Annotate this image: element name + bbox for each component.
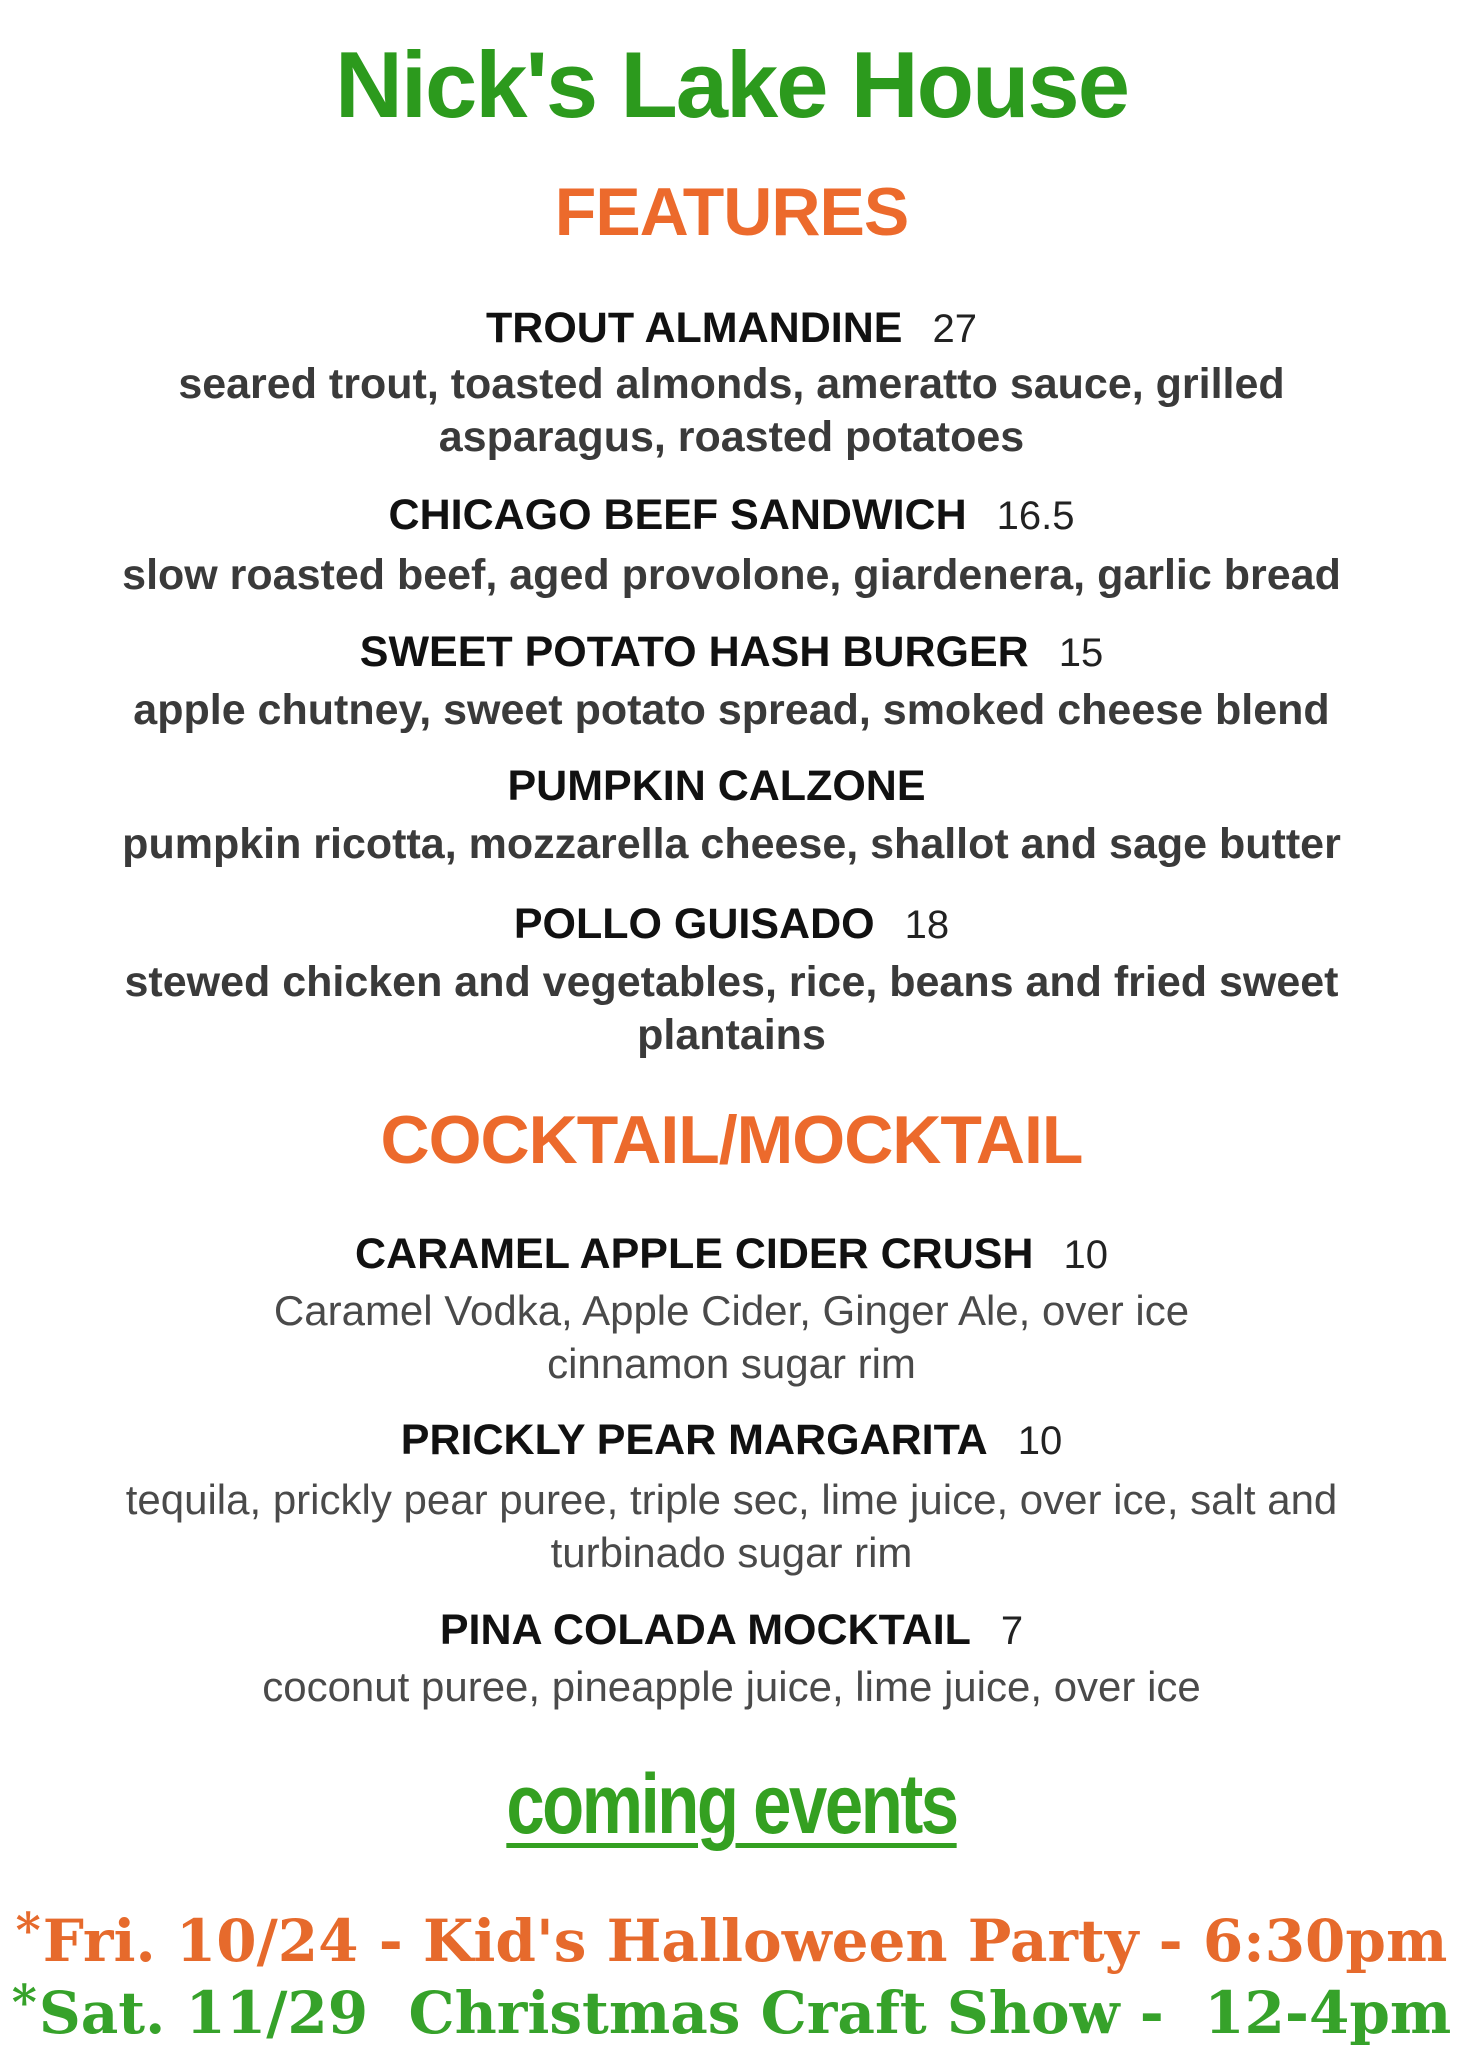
event-bullet: * [11,1975,37,2031]
restaurant-title: Nick's Lake House [335,32,1128,137]
event-item [0,1896,1463,1976]
description-line: coconut puree, pineapple juice, lime juice, over ice [262,1663,1201,1710]
menu-item-description [0,549,1463,602]
drink-item-description [0,1660,1463,1713]
menu-item-price: 27 [932,307,977,351]
menu-item-name [0,898,1463,951]
event-text: Fri. 10/24 - Kid's Halloween Party - 6:30pm [42,1907,1448,1975]
description-line: pumpkin ricotta, mozzarella cheese, shallot and sage butter [122,820,1341,868]
description-line: apple chutney, sweet potato spread, smoked cheese blend [133,686,1330,734]
drink-item-name [0,1414,1463,1467]
menu-item-price: 16.5 [996,494,1075,538]
description-line: tequila, prickly pear puree, triple sec, lime juice, over ice, salt and [125,1476,1338,1523]
drink-item-name [0,1604,1463,1657]
menu-item-description [0,956,1463,1062]
drink-item-price: 10 [1017,1419,1063,1463]
menu-item-name [0,626,1463,679]
description-line: cinnamon sugar rim [547,1340,916,1387]
menu-item-name [0,760,1463,813]
drink-item-price: 10 [1063,1233,1108,1277]
description-line: stewed chicken and vegetables, rice, beans and fried sweet [124,958,1339,1006]
menu-item-description [0,818,1463,871]
features-heading: FEATURES [554,174,909,250]
drink-item-description [0,1473,1463,1579]
menu-item-name [0,302,1463,355]
menu-item-price: 15 [1058,631,1104,675]
menu-item-name [0,489,1463,542]
drink-item-price: 7 [1000,1609,1024,1653]
description-line: turbinado sugar rim [550,1529,913,1576]
event-text: Sat. 11/29 Christmas Craft Show - 12-4pm [38,1979,1452,2047]
menu-item-description [0,358,1463,464]
drinks-heading: COCKTAIL/MOCKTAIL [380,1102,1083,1178]
menu-item-title: TROUT ALMANDINE [486,304,903,352]
event-item [0,1968,1463,2048]
drink-item-name [0,1228,1463,1281]
menu-item-title: SWEET POTATO HASH BURGER [359,628,1029,676]
menu-item-title: PUMPKIN CALZONE [507,762,926,810]
menu-item-title: CHICAGO BEEF SANDWICH [388,491,967,539]
menu-item-price: 18 [904,903,950,947]
description-line: plantains [637,1011,826,1059]
menu-item-description [0,684,1463,737]
drink-item-description [0,1284,1463,1390]
description-line: asparagus, roasted potatoes [438,413,1025,461]
events-heading: coming events [506,1757,957,1851]
event-bullet: * [15,1903,41,1959]
drink-item-title: PINA COLADA MOCKTAIL [439,1606,971,1654]
description-line: seared trout, toasted almonds, ameratto sauce, grilled [178,360,1285,408]
menu-item-title: POLLO GUISADO [513,900,875,948]
drink-item-title: CARAMEL APPLE CIDER CRUSH [355,1230,1034,1278]
description-line: Caramel Vodka, Apple Cider, Ginger Ale, over ice [273,1287,1190,1334]
description-line: slow roasted beef, aged provolone, giardenera, garlic bread [122,551,1341,599]
drink-item-title: PRICKLY PEAR MARGARITA [400,1416,988,1464]
